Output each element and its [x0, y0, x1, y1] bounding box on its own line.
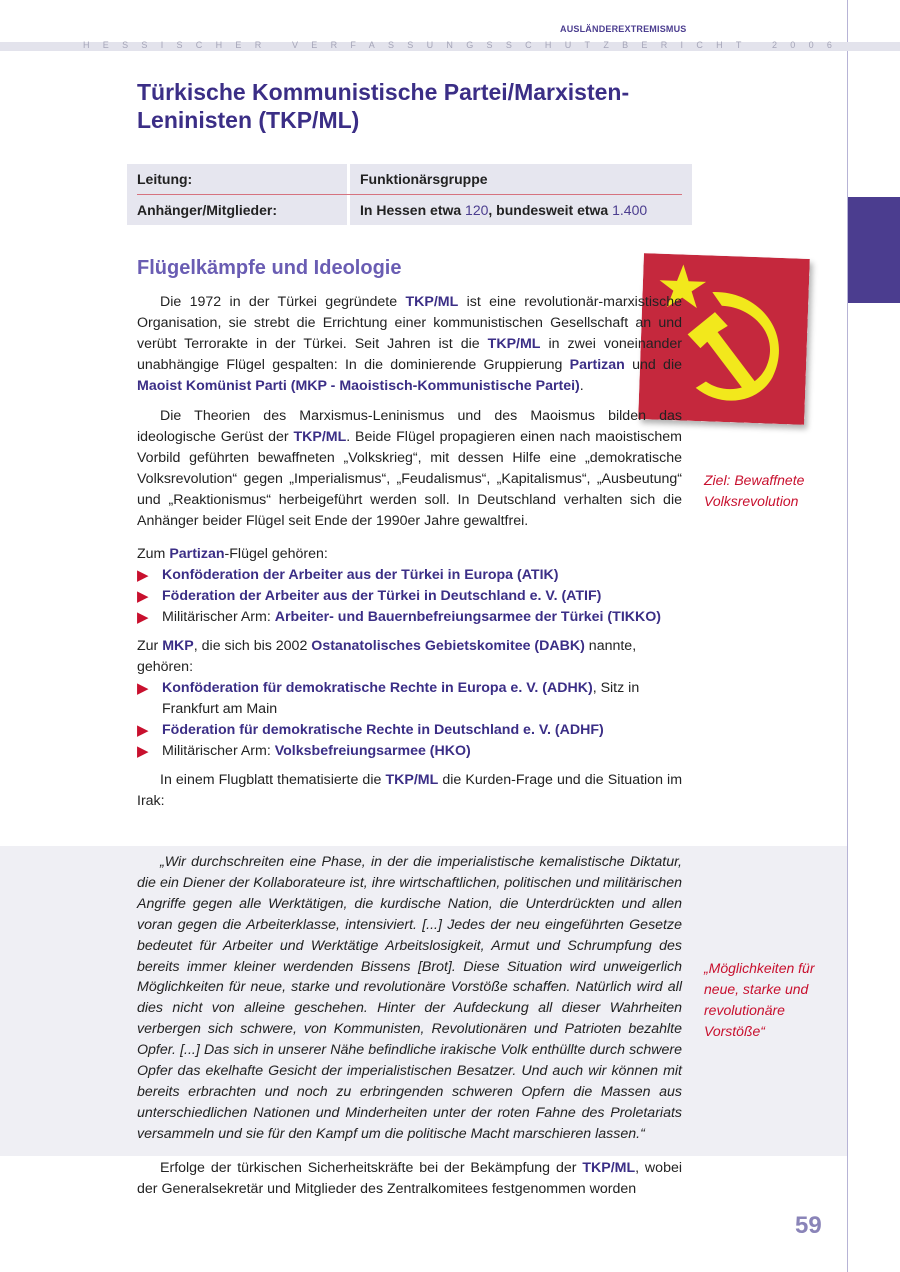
body-text-top: [137, 292, 682, 812]
list-item: [137, 565, 682, 586]
paragraph-erfolge: [137, 1158, 682, 1200]
highlighted-term: TKP/ML: [385, 772, 439, 788]
header-band-year: 2006: [772, 40, 846, 50]
paragraph-intro: [137, 292, 682, 397]
text-run: , die sich bis 2002: [193, 638, 312, 654]
highlighted-term: Maoist Komünist Parti (MKP - Maoistisch-Kommunistische Partei): [137, 378, 580, 394]
side-note-ziel: Ziel: Bewaffnete Volksrevolution: [704, 472, 805, 509]
text-run: in zwei voneinander unabhängige Flügel gespalten: In die dominierende Gruppierung: [137, 336, 682, 373]
members-bund: 1.400: [612, 202, 648, 218]
highlighted-term: TKP/ML: [405, 294, 459, 310]
page-title: Türkische Kommunistische Partei/Marxisten-Leninisten (TKP/ML): [137, 79, 630, 133]
text-run: Die Theorien des Marxismus-Leninismus und des Maoismus bilden das ideologische Gerüst der: [137, 408, 682, 445]
partizan-intro: [137, 544, 682, 565]
text-run: Die 1972 in der Türkei gegründete: [160, 294, 406, 310]
text-run: , wobei der Generalsekretär und Mitglieder des Zentralkomitees festgenommen worden: [137, 1160, 683, 1197]
highlighted-term: TKP/ML: [487, 336, 541, 352]
leitung-label: Leitung:: [137, 171, 193, 187]
bullet-triangle-icon: ▶: [137, 609, 149, 626]
highlighted-term: Konföderation der Arbeiter aus der Türkei in Europa (ATIK): [162, 567, 559, 583]
facts-table: [127, 164, 692, 225]
chapter-tab: [848, 197, 900, 303]
highlighted-term: Partizan: [169, 546, 225, 562]
highlighted-term: TKP/ML: [293, 429, 347, 445]
mkp-list: [137, 678, 682, 762]
list-item: [137, 741, 682, 762]
mkp-intro: [137, 636, 682, 678]
members-pre: In Hessen etwa: [360, 202, 466, 218]
bullet-triangle-icon: ▶: [137, 722, 149, 739]
facts-row-members: [127, 195, 692, 225]
list-item: [137, 678, 682, 720]
flugblatt-quote: „Wir durchschreiten eine Phase, in der die imperialistische kemalistische Diktatur, die ein Diener der Kollaborateure ist, ihre wirtschaftlichen, politischen und militärischen Angriffe gegen alle Werktätigen, die kurdische Nation, die Unterdrückten und allen voran gegen die Arbeiterklasse, intensiviert. [...] Jedes der neu eingeführten Gesetze bedeutet für Arbeiter und Werktätige Arbeitslosigkeit, Armut und Schrumpfung des bereits immer kleiner werdenden Bissens [Brot]. Diese Situation wird unweigerlich Möglichkeiten für neue, starke und revolutionäre Vorstöße schaffen. Natürlich wird all dies nicht von alleine geschehen. Hinter der Aufdeckung all dieser Wahrheiten verbergen sich schwere, von Kommunisten, Revolutionären und Patrioten bezahlte Opfer. [...] Das sich in unserer Nähe befindliche irakische Volk enthüllte durch schwere Opfer das ekelhafte Gesicht der imperialistischen Besatzer. Und auch wir können mit bereits erbrachten und noch zu erbringenden schweren Opfern die Massen aus unterschiedlichen Nationen und Minderheiten unter der roten Fahne des Proletariats versammeln und sie für den Kampf um die politische Macht marschieren lassen.“: [137, 854, 682, 1142]
members-label: Anhänger/Mitglieder:: [137, 202, 278, 218]
bullet-triangle-icon: ▶: [137, 680, 149, 697]
highlighted-term: MKP: [162, 638, 194, 654]
text-run: Militärischer Arm:: [162, 609, 275, 625]
section-heading: Flügelkämpfe und Ideologie: [137, 257, 402, 279]
paragraph-ideology: [137, 406, 682, 532]
highlighted-term: Föderation der Arbeiter aus der Türkei in Deutschland e. V. (ATIF): [162, 588, 602, 604]
section-label: AUSLÄNDEREXTREMISMUS: [560, 24, 687, 34]
text-run: Erfolge der türkischen Sicherheitskräfte bei der Bekämpfung der: [160, 1160, 583, 1176]
partizan-list: [137, 565, 682, 628]
side-note-quote: „Möglichkeiten für neue, starke und revolutionäre Vorstöße“: [704, 960, 815, 1039]
members-value: [347, 195, 692, 225]
text-run: Militärischer Arm:: [162, 743, 275, 759]
leitung-value: Funktionärsgruppe: [347, 164, 692, 194]
members-hessen: 120: [465, 202, 489, 218]
text-run: nannte, gehören:: [137, 638, 637, 675]
text-run: In einem Flugblatt thematisierte die: [160, 772, 386, 788]
text-run: ist eine revolutionär-marxistische Organisation, sie strebt die Errichtung einer kommunistischen Gesellschaft an und verübt Terrorakte in der Türkei. Seit Jahren ist die: [137, 294, 682, 352]
header-band-hessischer: HESSISCHER: [83, 40, 275, 50]
text-run: .: [579, 378, 584, 394]
body-text-bottom: [137, 1158, 682, 1200]
highlighted-term: Volksbefreiungsarmee (HKO): [274, 743, 471, 759]
text-run: und die: [624, 357, 682, 373]
highlighted-term: Arbeiter- und Bauernbefreiungsarmee der Türkei (TIKKO): [274, 609, 662, 625]
list-item: [137, 720, 682, 741]
highlighted-term: Ostanatolisches Gebietskomitee (DABK): [311, 638, 585, 654]
list-item: [137, 607, 682, 628]
text-run: . Beide Flügel propagieren einen nach maoistischem Vorbild geführten bewaffneten „Volkskrieg“, mit dessen Hilfe eine „demokratische Volksrevolution“ gegen „Imperialismus“, „Feudalismus“, „Kapitalismus“, „Ausbeutung“ und „Reaktionismus“ herbeigeführt werden soll. In Deutschland verhalten sich die Anhänger beider Flügel seit Ende der 1990er Jahre gewaltfrei.: [137, 429, 682, 529]
text-run: Zum: [137, 546, 170, 562]
margin-rule: [847, 0, 848, 1272]
text-run: Zur: [137, 638, 163, 654]
facts-row-leitung: [127, 164, 692, 194]
text-run: , Sitz in Frankfurt am Main: [162, 680, 640, 717]
bullet-triangle-icon: ▶: [137, 567, 149, 584]
bullet-triangle-icon: ▶: [137, 588, 149, 605]
header-band-report: VERFASSUNGSSCHUTZBERICHT: [292, 40, 755, 50]
list-item: [137, 586, 682, 607]
bullet-triangle-icon: ▶: [137, 743, 149, 760]
highlighted-term: Föderation für demokratische Rechte in Deutschland e. V. (ADHF): [162, 722, 604, 738]
text-run: die Kurden-Frage und die Situation im Irak:: [137, 772, 683, 809]
highlighted-term: TKP/ML: [582, 1160, 636, 1176]
members-mid: , bundesweit etwa: [488, 202, 613, 218]
highlighted-term: Konföderation für demokratische Rechte in Europa e. V. (ADHK): [162, 680, 593, 696]
text-run: -Flügel gehören:: [224, 546, 328, 562]
highlighted-term: Partizan: [569, 357, 625, 373]
page-number: 59: [795, 1212, 822, 1239]
paragraph-flugblatt: [137, 770, 682, 812]
